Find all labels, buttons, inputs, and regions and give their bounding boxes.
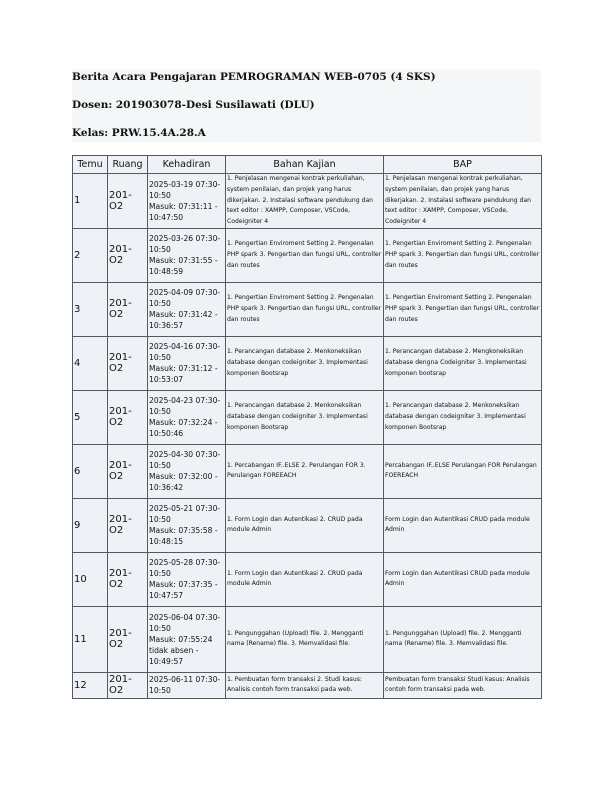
kehadiran-line: 2025-04-16 07:30-: [149, 342, 221, 352]
kehadiran-line: Masuk: 07:31:12 -: [149, 364, 218, 374]
table-row: [73, 672, 542, 698]
kehadiran-line: 10:50: [149, 686, 171, 696]
cell-temu: 6: [73, 444, 108, 498]
kehadiran-line: 2025-04-30 07:30-: [149, 450, 221, 460]
kehadiran-line: Masuk: 07:31:55 -: [149, 256, 218, 266]
column-header-ruang: Ruang: [108, 156, 148, 174]
kehadiran-line: 10:50: [149, 190, 171, 200]
cell-temu: 1: [73, 174, 108, 229]
cell-ruang: 201-O2: [108, 444, 148, 498]
kehadiran-line: Masuk: 07:31:42 -: [149, 310, 218, 320]
cell-bap: 1. Perancangan database 2. Menkoneksikan database dengan codeigniter 3. Implementasi komponen Bootsrap: [384, 390, 542, 444]
cell-ruang: 201-O2: [108, 606, 148, 672]
cell-kehadiran: [148, 282, 226, 336]
cell-bap: 1. Pengertian Enviroment Setting 2. Pengenalan PHP spark 3. Pengertian dan fungsi URL, controller dan routes: [384, 228, 542, 282]
cell-temu: 4: [73, 336, 108, 390]
kehadiran-line: 10:50: [149, 353, 171, 363]
table-row: [73, 390, 542, 444]
kehadiran-line: 2025-03-19 07:30-: [149, 179, 221, 189]
cell-kehadiran: [148, 606, 226, 672]
kehadiran-line: Masuk: 07:37:35 -: [149, 580, 218, 590]
kehadiran-line: Masuk: 07:31:11 -: [149, 201, 218, 211]
cell-kehadiran: [148, 498, 226, 552]
cell-kehadiran: [148, 672, 226, 698]
kehadiran-line: 10:47:50: [149, 212, 184, 222]
column-header-bap: BAP: [384, 156, 542, 174]
kehadiran-line: 10:50: [149, 245, 171, 255]
kehadiran-line: Masuk: 07:32:24 -: [149, 418, 218, 428]
kehadiran-line: 2025-04-09 07:30-: [149, 288, 221, 298]
table-header-row: [73, 156, 542, 174]
kehadiran-line: 10:50:46: [149, 429, 184, 439]
cell-temu: 2: [73, 228, 108, 282]
kehadiran-line: 2025-04-23 07:30-: [149, 396, 221, 406]
kehadiran-line: 2025-03-26 07:30-: [149, 234, 221, 244]
table-row: [73, 498, 542, 552]
kehadiran-line: 2025-06-11 07:30-: [149, 675, 221, 685]
kehadiran-line: Masuk: 07:35:58 -: [149, 526, 218, 536]
attendance-table: [72, 155, 542, 699]
cell-temu: 12: [73, 672, 108, 698]
kehadiran-line: Masuk: 07:55:24: [149, 634, 213, 644]
cell-bahan-kajian: 1. Pembuatan form transaksi 2. Studi kasus: Analisis contoh form transaksi pada web.: [226, 672, 384, 698]
column-header-bahan-kajian: Bahan Kajian: [226, 156, 384, 174]
table-row: [73, 282, 542, 336]
cell-ruang: 201-O2: [108, 498, 148, 552]
cell-temu: 9: [73, 498, 108, 552]
kehadiran-line: 2025-05-21 07:30-: [149, 504, 221, 514]
cell-kehadiran: [148, 228, 226, 282]
kehadiran-line: 10:48:15: [149, 537, 184, 547]
cell-ruang: 201-O2: [108, 390, 148, 444]
cell-bahan-kajian: 1. Pengunggahan (Upload) file. 2. Mengganti nama (Rename) file. 3. Memvalidasi file.: [226, 606, 384, 672]
kehadiran-line: 2025-05-28 07:30-: [149, 558, 221, 568]
kehadiran-line: Masuk: 07:32:00 -: [149, 472, 218, 482]
cell-bahan-kajian: 1. Percabangan IF..ELSE 2. Perulangan FOR 3. Perulangan FOREEACH: [226, 444, 384, 498]
cell-bahan-kajian: 1. Perancangan database 2. Menkoneksikan database dengan codeigniter 3. Implementasi komponen Bootsrap: [226, 336, 384, 390]
cell-ruang: 201-O2: [108, 282, 148, 336]
cell-ruang: 201-O2: [108, 672, 148, 698]
cell-bap: 1. Pengertian Enviroment Setting 2. Pengenalan PHP spark 3. Pengertian dan fungsi URL, controller dan routes: [384, 282, 542, 336]
cell-kehadiran: [148, 336, 226, 390]
cell-temu: 5: [73, 390, 108, 444]
cell-bahan-kajian: 1. Pengertian Enviroment Setting 2. Pengenalan PHP spark 3. Pengertian dan fungsi URL, controller dan routes: [226, 282, 384, 336]
column-header-kehadiran: Kehadiran: [148, 156, 226, 174]
kehadiran-line: 10:50: [149, 461, 171, 471]
kehadiran-line: 10:53:07: [149, 375, 184, 385]
cell-temu: 3: [73, 282, 108, 336]
cell-temu: 10: [73, 552, 108, 606]
table-row: [73, 174, 542, 229]
cell-ruang: 201-O2: [108, 336, 148, 390]
kehadiran-line: 10:50: [149, 569, 171, 579]
cell-kehadiran: [148, 390, 226, 444]
kehadiran-line: 10:36:57: [149, 321, 184, 331]
table-row: [73, 444, 542, 498]
cell-bahan-kajian: 1. Perancangan database 2. Menkoneksikan database dengan codeigniter 3. Implementasi komponen Bootsrap: [226, 390, 384, 444]
column-header-temu: Temu: [73, 156, 108, 174]
cell-bahan-kajian: 1. Penjelasan mengenai kontrak perkuliahan, system penilaian, dan projek yang harus dikerjakan. 2. Instalasi software pendukung dan text editor : XAMPP, Composer, VSCode, Codeigniter 4: [226, 174, 384, 229]
kehadiran-line: 10:50: [149, 623, 171, 633]
cell-ruang: 201-O2: [108, 228, 148, 282]
table-row: [73, 552, 542, 606]
cell-bap: 1. Perancangan database 2. Mengkoneksikan database dengna Codeigniter 3. Implementasi komponen bootsrap: [384, 336, 542, 390]
cell-bahan-kajian: 1. Form Login dan Autentikasi 2. CRUD pada module Admin: [226, 552, 384, 606]
class-line: Kelas: PRW.15.4A.28.A: [72, 127, 206, 139]
cell-bahan-kajian: 1. Pengertian Enviroment Setting 2. Pengenalan PHP spark 3. Pengertian dan fungsi URL, controller dan routes: [226, 228, 384, 282]
cell-bap: 1. Pengunggahan (Upload) file. 2. Mengganti nama (Rename) file. 3. Memvalidasi file.: [384, 606, 542, 672]
table-body: [73, 174, 542, 699]
cell-ruang: 201-O2: [108, 552, 148, 606]
cell-kehadiran: [148, 444, 226, 498]
cell-ruang: 201-O2: [108, 174, 148, 229]
cell-bap: Percabangan IF..ELSE Perulangan FOR Perulangan FOEREACH: [384, 444, 542, 498]
cell-kehadiran: [148, 174, 226, 229]
kehadiran-line: 10:50: [149, 515, 171, 525]
cell-kehadiran: [148, 552, 226, 606]
kehadiran-line: 10:48:59: [149, 267, 184, 277]
cell-bap: Pembuatan form transaksi Studi kasus: Analisis contoh form transaksi pada web.: [384, 672, 542, 698]
kehadiran-line: 2025-06-04 07:30-: [149, 612, 221, 622]
kehadiran-line: 10:50: [149, 407, 171, 417]
kehadiran-line: 10:49:57: [149, 656, 184, 666]
table-row: [73, 228, 542, 282]
cell-bap: Form Login dan Autentikasi CRUD pada module Admin: [384, 498, 542, 552]
table-row: [73, 606, 542, 672]
cell-temu: 11: [73, 606, 108, 672]
table-row: [73, 336, 542, 390]
lecturer-line: Dosen: 201903078-Desi Susilawati (DLU): [72, 99, 315, 111]
document-title: Berita Acara Pengajaran PEMROGRAMAN WEB-0705 (4 SKS): [72, 71, 436, 83]
kehadiran-line: 10:36:42: [149, 483, 184, 493]
cell-bahan-kajian: 1. Form Login dan Autentikasi 2. CRUD pada module Admin: [226, 498, 384, 552]
kehadiran-line: 10:50: [149, 299, 171, 309]
cell-bap: 1. Penjelasan mengenai kontrak perkuliahan, system penilaian, dan projek yang harus dikerjakan. 2. Instalasi software pendukung dan text editor : XAMPP, Composer, VSCode, Codeigniter 4: [384, 174, 542, 229]
kehadiran-line: tidak absen -: [149, 645, 199, 655]
cell-bap: Form Login dan Autentikasi CRUD pada module Admin: [384, 552, 542, 606]
kehadiran-line: 10:47:57: [149, 591, 184, 601]
